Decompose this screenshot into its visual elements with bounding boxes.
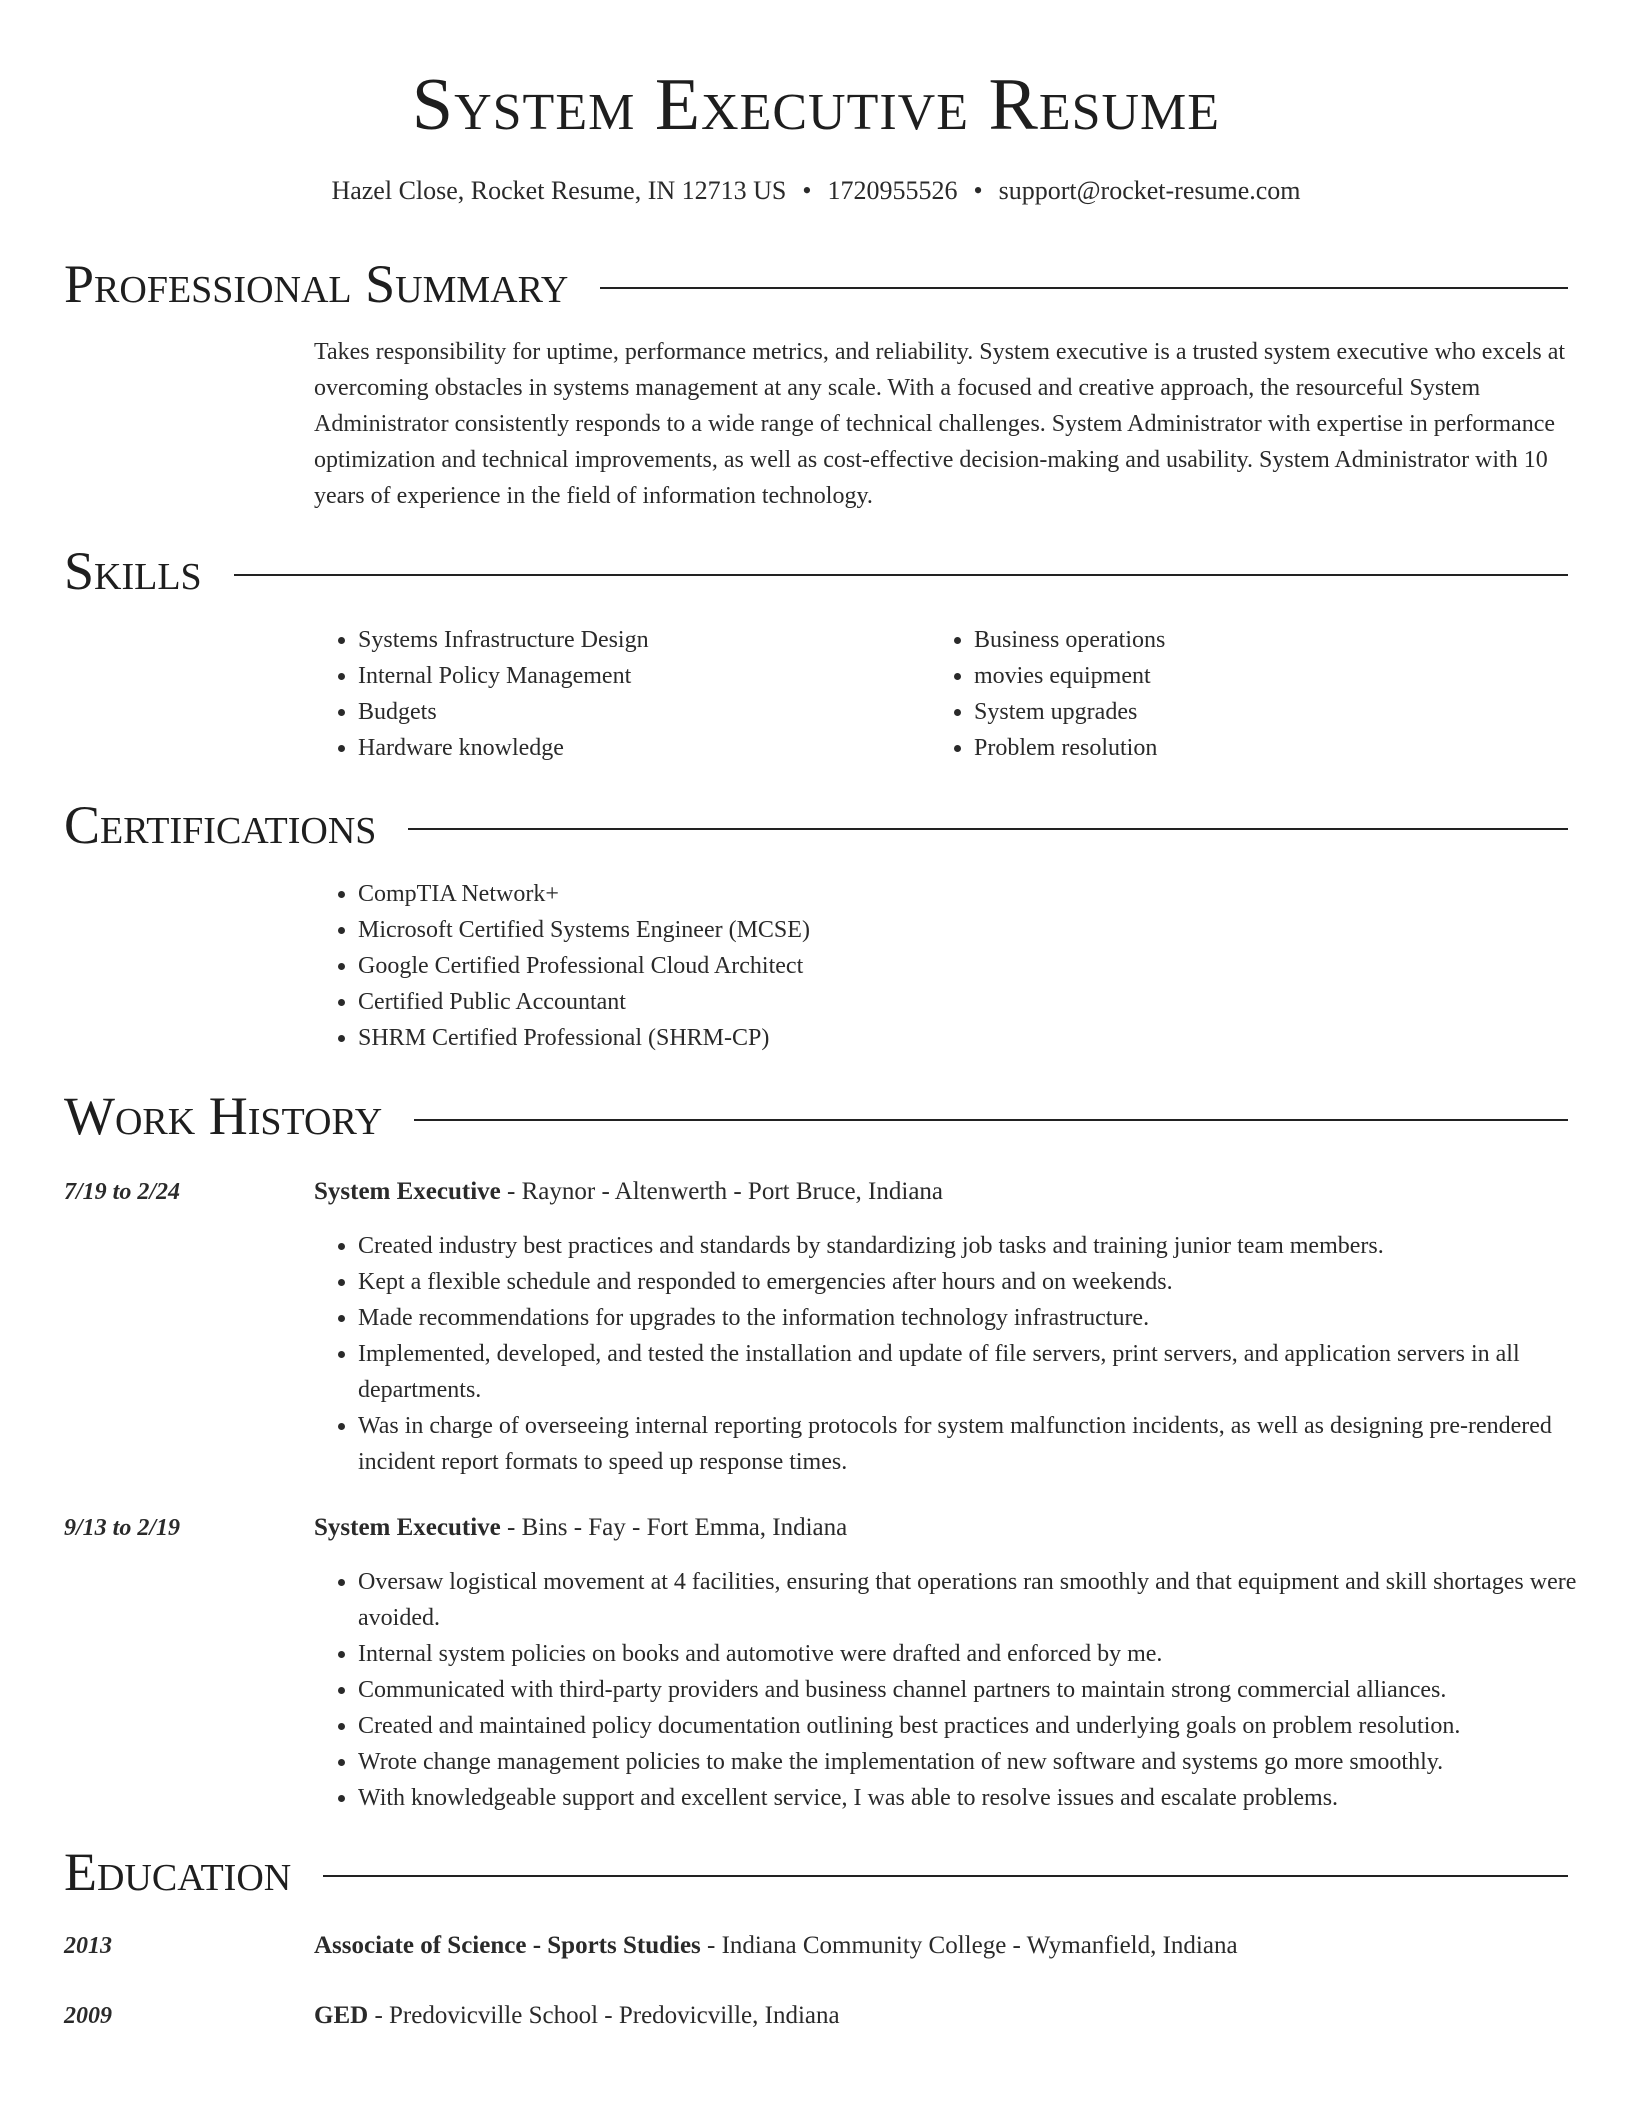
skill-item: • System upgrades [974, 694, 1574, 730]
certification-item: • Certified Public Accountant [358, 984, 1612, 1020]
skill-item: • Problem resolution [974, 730, 1574, 766]
skills-section-header [64, 541, 1568, 601]
skill-item: • Systems Infrastructure Design [358, 622, 918, 658]
job-details: - Raynor - Altenwerth - Port Bruce, Indiana [500, 1178, 944, 1205]
education-entry [314, 1998, 1568, 2034]
education-entry [314, 1928, 1568, 1964]
job-bullet: • Made recommendations for upgrades to the information technology infrastructure. [358, 1300, 1612, 1336]
contact-separator: • [802, 176, 812, 205]
skills-heading: Skills [64, 541, 202, 601]
certifications-list [314, 876, 1612, 1056]
job-bullet: • Communicated with third-party providers and business channel partners to maintain strong commercial alliances. [358, 1672, 1612, 1708]
certification-item: • CompTIA Network+ [358, 876, 1612, 912]
education-year: 2009 [64, 2003, 112, 2029]
job-bullet: • Oversaw logistical movement at 4 facilities, ensuring that operations ran smoothly and that equipment and skill shortages were avoided. [358, 1564, 1612, 1636]
job-bullet: • Internal system policies on books and automotive were drafted and enforced by me. [358, 1636, 1612, 1672]
certifications-section-header [64, 795, 1568, 855]
summary-heading: Professional Summary [64, 254, 569, 314]
section-divider [600, 287, 1568, 289]
section-divider [408, 828, 1568, 830]
skill-item: • Hardware knowledge [358, 730, 918, 766]
contact-line [0, 174, 1632, 208]
skill-item: • Budgets [358, 694, 918, 730]
job-bullet: • Implemented, developed, and tested the installation and update of file servers, print servers, and application servers in all departments. [358, 1336, 1612, 1408]
work-section-header [64, 1086, 1568, 1146]
job-bullet: • With knowledgeable support and excellent service, I was able to resolve issues and escalate problems. [358, 1780, 1612, 1816]
section-divider [414, 1119, 1568, 1121]
job-bullets [314, 1228, 1612, 1480]
skill-item: • Internal Policy Management [358, 658, 918, 694]
skill-item: • movies equipment [974, 658, 1574, 694]
skills-list-left [314, 622, 918, 766]
job-bullet: • Created and maintained policy documentation outlining best practices and underlying goals on problem resolution. [358, 1708, 1612, 1744]
education-details: - Predovicville School - Predovicville, Indiana [368, 2002, 840, 2029]
job-bullet: • Was in charge of overseeing internal reporting protocols for system malfunction incidents, as well as designing pre-rendered incident report formats to speed up response times. [358, 1408, 1612, 1480]
contact-email: support@rocket-resume.com [998, 176, 1301, 205]
section-divider [323, 1875, 1568, 1877]
resume-title: System Executive Resume [411, 64, 1221, 146]
job-header [314, 1174, 1568, 1210]
summary-section-header [64, 254, 1568, 314]
education-heading: Education [64, 1842, 292, 1902]
certification-item: • Microsoft Certified Systems Engineer (MCSE) [358, 912, 1612, 948]
education-details: - Indiana Community College - Wymanfield, Indiana [700, 1932, 1238, 1959]
job-title: System Executive [314, 1178, 501, 1205]
certifications-heading: Certifications [64, 795, 377, 855]
job-details: - Bins - Fay - Fort Emma, Indiana [500, 1514, 848, 1541]
skill-item: • Business operations [974, 622, 1574, 658]
education-degree: GED [314, 2002, 369, 2029]
certification-item: • SHRM Certified Professional (SHRM-CP) [358, 1020, 1612, 1056]
job-bullet: • Wrote change management policies to make the implementation of new software and systems go more smoothly. [358, 1744, 1612, 1780]
job-header [314, 1510, 1568, 1546]
job-bullet: • Created industry best practices and standards by standardizing job tasks and training junior team members. [358, 1228, 1612, 1264]
certification-item: • Google Certified Professional Cloud Architect [358, 948, 1612, 984]
contact-phone: 1720955526 [827, 176, 958, 205]
job-title: System Executive [314, 1514, 501, 1541]
job-bullet: • Kept a flexible schedule and responded to emergencies after hours and on weekends. [358, 1264, 1612, 1300]
section-divider [234, 574, 1568, 576]
education-degree: Associate of Science - Sports Studies [314, 1932, 701, 1959]
job-dates: 7/19 to 2/24 [64, 1179, 181, 1205]
skills-list-right [930, 622, 1574, 766]
job-bullets [314, 1564, 1612, 1816]
education-year: 2013 [64, 1933, 112, 1959]
work-heading: Work History [64, 1086, 383, 1146]
job-dates: 9/13 to 2/19 [64, 1515, 181, 1541]
contact-address: Hazel Close, Rocket Resume, IN 12713 US [331, 176, 787, 205]
education-section-header [64, 1842, 1568, 1902]
summary-text: Takes responsibility for uptime, performance metrics, and reliability. System executive is a trusted system executive who excels at overcoming obstacles in systems management at any scale. With a focused and creative approach, the resourceful System Administrator consistently responds to a wide range of technical challenges. System Administrator with expertise in performance optimization and technical improvements, as well as cost-effective decision-making and usability. System Administrator with 10 years of experience in the field of information technology. [314, 339, 1566, 509]
contact-separator: • [973, 176, 983, 205]
